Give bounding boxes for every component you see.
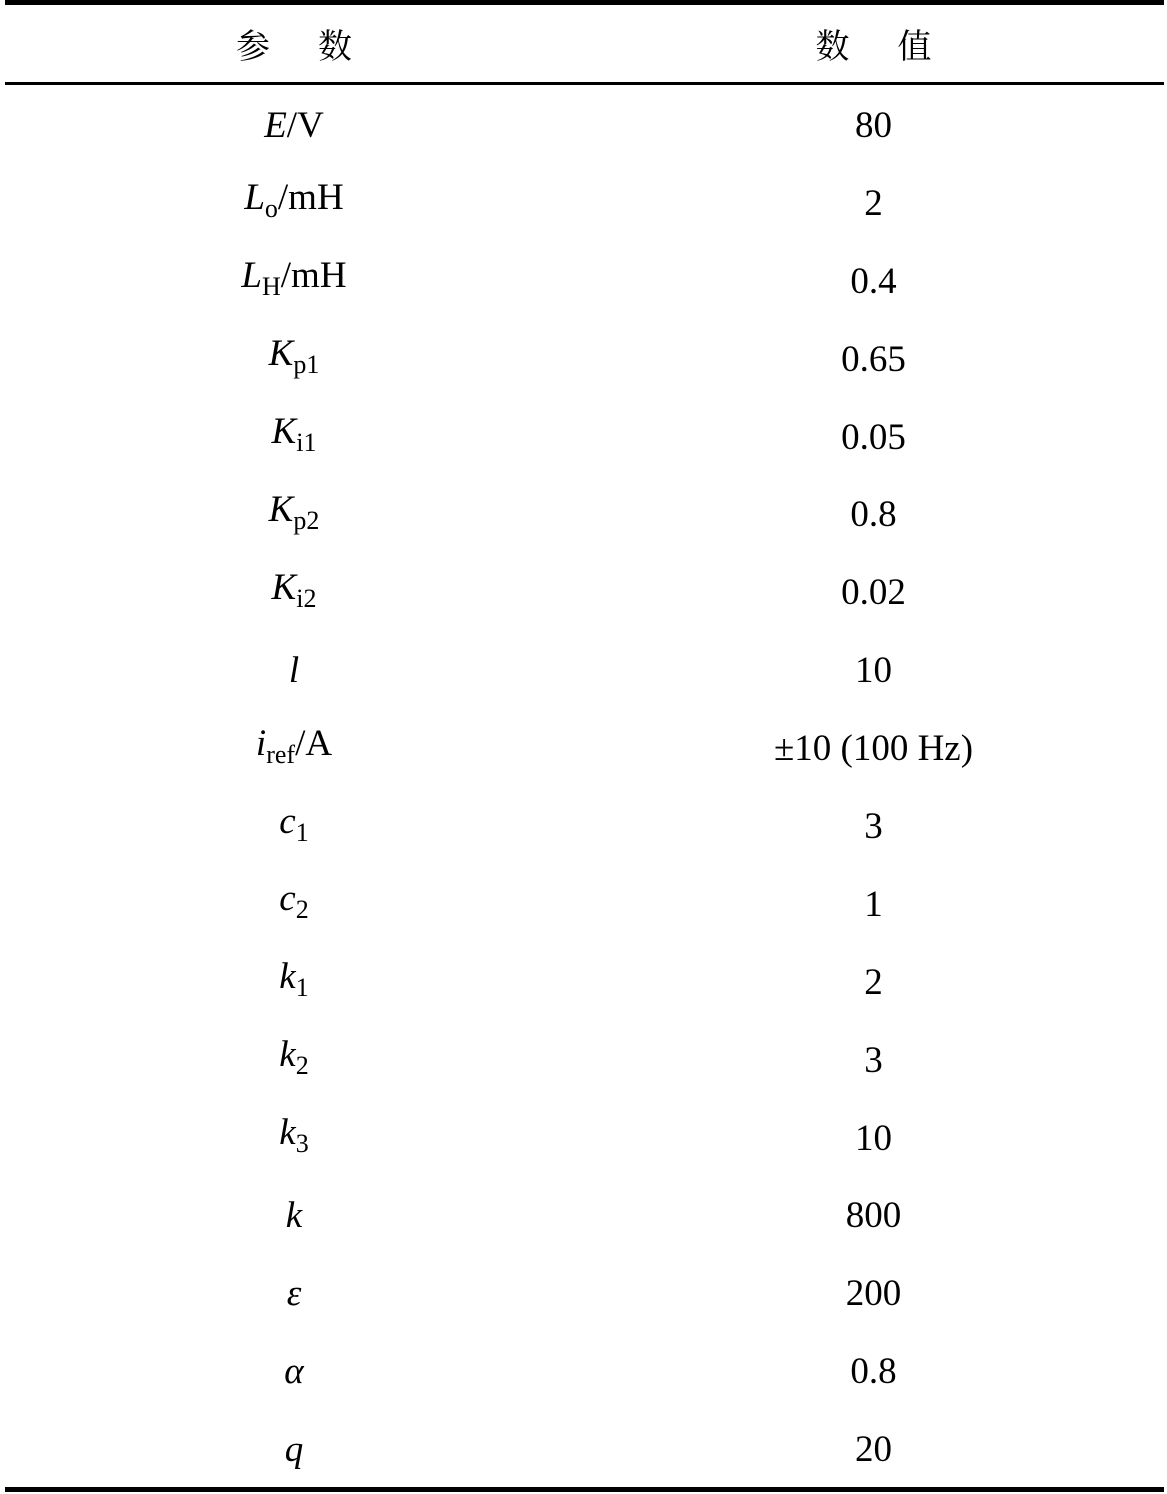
parameter-cell xyxy=(5,549,583,638)
value-cell: 0.8 xyxy=(850,1351,897,1393)
parameter-symbol: q xyxy=(284,1429,304,1471)
table-row xyxy=(5,476,1164,554)
parameter-subscript: p1 xyxy=(293,350,320,380)
value-cell: 800 xyxy=(845,1195,902,1237)
parameter-symbol: K xyxy=(271,566,297,608)
parameter-symbol: k xyxy=(285,1195,303,1237)
header-parameter xyxy=(5,19,583,68)
parameter-cell xyxy=(5,632,583,710)
value-cell: 20 xyxy=(855,1429,892,1471)
table-row xyxy=(5,554,1164,632)
parameter-symbol: ε xyxy=(286,1273,302,1315)
parameter-cell xyxy=(5,705,583,794)
parameter-cell xyxy=(5,860,583,949)
parameter-unit: /mH xyxy=(280,255,347,297)
parameter-subscript: p2 xyxy=(293,505,320,535)
value-cell: 0.02 xyxy=(841,572,906,614)
parameter-unit: /A xyxy=(295,722,333,764)
parameter-subscript: o xyxy=(264,194,278,224)
table-header-row xyxy=(5,5,1164,82)
header-value xyxy=(583,19,1164,68)
table-row xyxy=(5,788,1164,866)
parameter-cell xyxy=(5,1411,583,1489)
parameter-subscript: ref xyxy=(266,739,296,769)
table-row xyxy=(5,243,1164,321)
parameter-cell xyxy=(5,1333,583,1411)
parameter-unit: /V xyxy=(286,104,324,146)
parameter-cell xyxy=(5,237,583,326)
parameter-subscript: 1 xyxy=(295,973,309,1003)
parameter-symbol: L xyxy=(244,177,265,219)
header-value-char-2: 值 xyxy=(897,27,932,67)
parameter-symbol: K xyxy=(268,333,294,375)
parameter-subscript: 3 xyxy=(295,1129,309,1159)
parameter-cell xyxy=(5,1255,583,1333)
parameter-cell xyxy=(5,159,583,248)
parameter-symbol: l xyxy=(288,650,300,692)
table-row xyxy=(5,1411,1164,1489)
parameter-symbol: k xyxy=(279,1034,296,1076)
parameter-symbol: K xyxy=(271,411,297,453)
parameter-symbol: k xyxy=(279,956,296,998)
table-body xyxy=(5,87,1164,1489)
table-header-rule xyxy=(5,82,1164,85)
header-parameter-char-1: 参 xyxy=(236,27,270,67)
parameter-cell xyxy=(5,783,583,872)
parameter-symbol: i xyxy=(255,722,267,764)
value-cell: 200 xyxy=(845,1273,902,1315)
header-parameter-char-2: 数 xyxy=(318,27,352,67)
parameter-cell xyxy=(5,315,583,404)
table-row xyxy=(5,1255,1164,1333)
parameter-cell xyxy=(5,1177,583,1255)
table-row xyxy=(5,399,1164,477)
value-cell: 3 xyxy=(864,1039,883,1081)
value-cell: 0.8 xyxy=(850,494,897,536)
parameter-cell xyxy=(5,87,583,165)
parameter-cell xyxy=(5,1016,583,1105)
parameter-cell xyxy=(5,1094,583,1183)
value-cell: ±10 (100 Hz) xyxy=(773,728,974,770)
parameter-table xyxy=(5,0,1164,1494)
parameter-subscript: 2 xyxy=(295,895,309,925)
value-cell: 0.65 xyxy=(841,338,906,380)
table-row xyxy=(5,866,1164,944)
parameter-symbol: c xyxy=(279,800,296,842)
parameter-symbol: E xyxy=(264,104,287,146)
table-row xyxy=(5,87,1164,165)
value-cell: 1 xyxy=(864,883,883,925)
parameter-subscript: 2 xyxy=(295,1051,309,1081)
parameter-cell xyxy=(5,393,583,482)
table-row xyxy=(5,1177,1164,1255)
parameter-unit: /mH xyxy=(277,177,344,219)
value-cell: 0.05 xyxy=(841,416,906,458)
parameter-subscript: H xyxy=(262,272,281,302)
parameter-symbol: α xyxy=(284,1351,304,1393)
parameter-subscript: i2 xyxy=(296,583,317,613)
table-row xyxy=(5,165,1164,243)
header-value-char-1: 数 xyxy=(815,27,850,67)
value-cell: 10 xyxy=(855,1117,892,1159)
value-cell: 2 xyxy=(864,182,883,224)
table-row xyxy=(5,632,1164,710)
value-cell: 0.4 xyxy=(850,260,897,302)
parameter-cell xyxy=(5,938,583,1027)
value-cell: 3 xyxy=(864,806,883,847)
table-row xyxy=(5,710,1164,788)
parameter-subscript: 1 xyxy=(295,817,309,847)
value-cell: 2 xyxy=(864,961,883,1003)
parameter-symbol: c xyxy=(279,878,296,920)
parameter-symbol: L xyxy=(241,255,262,297)
table-bottom-rule xyxy=(5,1487,1164,1492)
table-row xyxy=(5,321,1164,399)
table-row xyxy=(5,944,1164,1022)
table-row xyxy=(5,1100,1164,1178)
parameter-cell xyxy=(5,471,583,560)
table-row xyxy=(5,1333,1164,1411)
value-cell: 10 xyxy=(855,650,892,692)
value-cell: 80 xyxy=(855,104,892,146)
table-row xyxy=(5,1022,1164,1100)
parameter-subscript: i1 xyxy=(296,428,317,458)
parameter-symbol: k xyxy=(279,1112,296,1154)
parameter-symbol: K xyxy=(268,488,294,530)
